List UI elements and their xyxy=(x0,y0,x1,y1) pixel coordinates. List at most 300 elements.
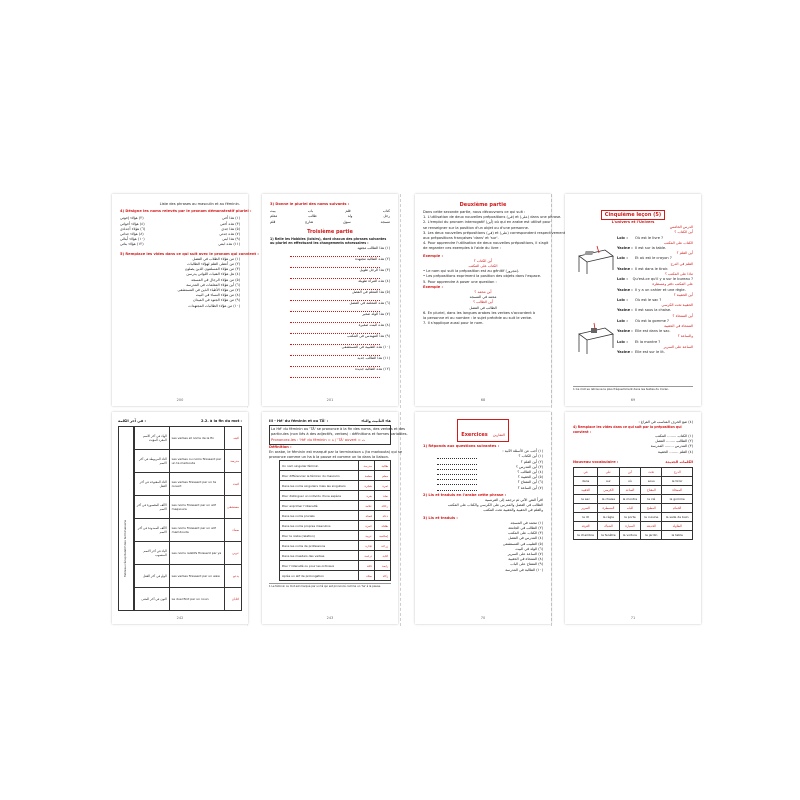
table-row xyxy=(280,511,391,521)
question-line: (١) أين الكتاب ؟ xyxy=(518,454,543,459)
table-row xyxy=(280,501,391,511)
table-row xyxy=(134,473,241,496)
vocab-cell: السرير xyxy=(574,504,598,513)
pair-left: (٧) هذه جدتي xyxy=(219,232,240,237)
page-243-intro xyxy=(269,425,408,445)
page-200-lines xyxy=(120,257,240,309)
table-cell: رابعة xyxy=(374,561,390,571)
dialog-speaker: Yacine : xyxy=(617,266,633,271)
text-line: 6. En pluriel, dans les langues arabes les verbes s'accordent à xyxy=(423,310,536,315)
example-line: الطالب في الفصل xyxy=(469,305,497,310)
dialog-arabic: الساعة على السرير xyxy=(663,344,693,349)
table-cell: شجرة xyxy=(359,481,375,491)
vocab-cell: الحمام xyxy=(662,504,693,513)
exercise-line: (٥) هذا المعلم في الفصل xyxy=(351,289,390,294)
pair-left: (٩) هذا ابني xyxy=(222,237,240,242)
table-cell: Pour différencier le féminin du masculin xyxy=(280,471,359,481)
plural-grid-cell: مسجد xyxy=(380,219,390,224)
vocab-row xyxy=(574,522,693,531)
spread-gutter-bottom-right xyxy=(551,412,552,626)
dialog-text: Où est le livre ? xyxy=(635,235,664,240)
table-row xyxy=(134,565,241,588)
page-71-vocab-title: Nouveau vocabulaire : xyxy=(573,459,619,464)
text-line: 3. Les deux nouvelles prépositions (في) et (على) correspondent respectivement xyxy=(423,230,566,235)
table-cell: قضاة xyxy=(359,511,375,521)
table-cell: كتابان xyxy=(225,588,242,611)
vocab-cell: où xyxy=(619,477,641,486)
pair-right: (٤) هؤلاء أخواتي xyxy=(120,221,145,226)
table-cell: Les noms finissent par un alif maqsoura xyxy=(169,496,224,519)
table-row xyxy=(134,427,241,450)
pair-right: (١٠) هؤلاء أبنائي xyxy=(120,237,145,242)
pair-right: (١٢) هؤلاء بناتي xyxy=(120,242,144,247)
dialog-arabic: ماذا على المكتب ؟ xyxy=(664,272,693,277)
table-row xyxy=(134,519,241,542)
pair-right: (٨) هؤلاء جداتي xyxy=(120,232,144,237)
vocab-cell: le jardin xyxy=(641,531,662,540)
dialog-text: Elle est dans le sac. xyxy=(635,329,671,334)
page-70-q3-lines xyxy=(423,521,543,573)
page-201-intro: 1) Relie les Hobbies (loisirs), dont chacun des phrases suivantes au pluriel en effectuant les changements nécessaires : xyxy=(270,236,387,246)
page-71-q4-ar: (٤) ضع الحرف المناسب في الفراغ : xyxy=(638,420,693,424)
vocab-cell: la table xyxy=(662,531,693,540)
plural-grid-cell: قلم xyxy=(345,209,351,214)
exercise-line: (٦) هذه المعلمة في الفصل xyxy=(349,300,390,305)
vocab-row xyxy=(574,513,693,522)
exercise-line: (٥) من هؤلاء الرجال في المسجد xyxy=(191,277,240,282)
page-242-side-label: Tableau récapitulatif des terminaisons xyxy=(123,520,127,578)
vocab-cell: sur xyxy=(598,477,620,486)
text-line: والقلم في الحقيبة والحقيبة تحت المكتب xyxy=(483,508,543,513)
table-cell: الياء في آخر الاسم المنسوب xyxy=(134,542,169,565)
vocab-cell: le sac xyxy=(574,495,598,504)
vocab-row xyxy=(574,477,693,486)
page-70-title-box xyxy=(457,419,508,442)
table-cell: Les verbes ou noms finissent par un ta marbouta xyxy=(169,450,224,473)
exercise-line: (٨) الممحاة في الحقيبة xyxy=(508,557,543,562)
spread-gutter-top-middle xyxy=(400,194,401,408)
vocab-cell: الحديقة xyxy=(641,522,662,531)
vocab-cell: الممحاة xyxy=(662,486,693,495)
vocab-row xyxy=(574,531,693,540)
vocab-cell: الدرج xyxy=(662,468,693,477)
page-number: 201 xyxy=(326,398,334,402)
table-cell: ثالثة xyxy=(359,561,375,571)
vocab-cell: la montre xyxy=(619,495,641,504)
page-70-title: Exercices xyxy=(461,432,488,438)
exercise-line: (٧) من هؤلاء الأطباء الذين في المستشفى xyxy=(177,288,240,293)
page-201-title: Troisième partie xyxy=(307,228,353,235)
plural-grid-cell: قلم xyxy=(270,219,276,224)
page-201 xyxy=(262,194,398,406)
dialog-speaker: Yacine : xyxy=(617,329,633,334)
dialog-text: Qu'est-ce qu'il y a sur le bureau ? xyxy=(632,277,693,282)
exercise-line: (١٢) هذه الطالبة جديدة xyxy=(355,366,390,371)
vocab-cell: la chambre xyxy=(574,531,598,540)
table-cell: صلاة xyxy=(359,571,375,581)
table-cell: إسلامية xyxy=(374,531,390,541)
page-70-q2: 2) Lis et traduis en l'arabe cette phrase : xyxy=(423,492,507,497)
vocab-row xyxy=(574,495,693,504)
example-line: أين الكتاب ؟ xyxy=(473,258,493,263)
vocab-cell: la règle xyxy=(598,513,620,522)
vocab-cell: الغرفة xyxy=(574,522,598,531)
page-70-q3: 3) Lis et traduis : xyxy=(423,515,458,520)
question-line: (٧) أين الساعة ؟ xyxy=(517,485,543,490)
table-cell: النون في آخر المثنى xyxy=(134,588,169,611)
dialog-speaker: Loïc : xyxy=(617,277,628,282)
table-cell: Pour distinguer un individu d'une espèce xyxy=(280,491,359,501)
dialog-speaker: Yacine : xyxy=(617,246,633,251)
page-68 xyxy=(415,194,566,406)
table-row xyxy=(280,571,391,581)
pair-left: (١١) هذه ابنتي xyxy=(218,242,240,247)
question-line: (٤) أين الطالب ؟ xyxy=(517,470,543,475)
vocab-cell: la salle de bain xyxy=(662,513,693,522)
table-cell: مدرسة xyxy=(225,450,242,473)
exercise-line: (٢) من أعطى القلم لهؤلاء الطالبات xyxy=(187,262,240,267)
table-cell: مدرسة xyxy=(359,461,375,471)
table-cell: كتبته xyxy=(225,427,242,450)
page-71-vocab-table xyxy=(573,467,693,540)
example-line: الكتاب على المكتب xyxy=(468,264,498,269)
pair-left: (٣) هذه أختي xyxy=(220,221,240,226)
plural-grid-cell: باب xyxy=(307,209,314,214)
exercise-line: (٢) الطالب في الجامعة xyxy=(508,526,543,531)
plural-grid-row xyxy=(270,220,390,225)
table-row xyxy=(280,481,391,491)
exercise-line: (١١) هذا الطالب جديد xyxy=(357,355,390,360)
table-cell: سماء xyxy=(225,519,242,542)
dialog-arabic: أين الممحاة ؟ xyxy=(672,313,693,318)
page-68-tail xyxy=(423,311,543,327)
table-cell: تجارة xyxy=(359,541,375,551)
table-cell: طالبة xyxy=(374,461,390,471)
page-68-example2-label: Exemple : xyxy=(423,284,443,289)
page-70-q2-text xyxy=(423,503,543,513)
page-242 xyxy=(112,412,248,624)
text-line: se renseigner sur la position d'un objet ou d'une personne. xyxy=(423,225,530,230)
text-line: particules (non liés à des adjectifs, verbes) : définitions et formes variables. xyxy=(271,432,408,437)
vocab-cell: la chaise xyxy=(598,495,620,504)
vocab-cell: le tiroir xyxy=(662,477,693,486)
text-line: 4. Pour apprendre l'utilisation de deux nouvelles prépositions, il s'agit xyxy=(423,241,549,246)
table-cell: التاء المربوطة في آخر الاسم xyxy=(134,450,169,473)
table-cell: الهاء في آخر الاسم المفرد المؤنث xyxy=(134,427,169,450)
table-cell: Dans les noms propres masculins xyxy=(280,521,359,531)
dialog-text: Il y a un cahier et une règle. xyxy=(635,287,686,292)
page-68-title: Deuxième partie xyxy=(459,202,507,208)
vocab-cell: على xyxy=(598,468,620,477)
dialog-speaker: Loïc : xyxy=(617,235,628,240)
dialog-speaker: Loïc : xyxy=(617,298,628,303)
table-cell: Pour la nisba (relation) xyxy=(280,531,359,541)
page-68-example2 xyxy=(423,290,543,311)
pair-row xyxy=(120,242,240,247)
page-242-table xyxy=(134,426,242,611)
table-cell: حمزة xyxy=(359,521,375,531)
dialog-text: Il est sur la table. xyxy=(635,246,667,251)
exercise-line: (٤) هل هؤلاء الفتيات اللواتي يدرسن xyxy=(186,272,240,277)
exercise-line: (٩) من هؤلاء الجنود في الميدان xyxy=(192,298,240,303)
table-cell: عربي xyxy=(225,542,242,565)
page-71 xyxy=(565,412,701,624)
vocab-cell: الكرسي xyxy=(598,486,620,495)
dialog-arabic: الحقيبة تحت الكرسي xyxy=(661,303,693,308)
table-row xyxy=(280,471,391,481)
vocab-cell: la cuisine xyxy=(641,513,662,522)
page-70-q2-ar: اقرأ النص الآتي ثم ترجمه إلى الفرنسية xyxy=(485,498,543,503)
exercise-line: (١) هذا الطالب مجتهد xyxy=(357,245,390,250)
vocab-cell: المفتاح xyxy=(641,486,662,495)
dialog-text: Et où est le crayon ? xyxy=(635,256,672,261)
page-70-q1-lines xyxy=(423,454,543,490)
page-69-dialog xyxy=(617,230,693,355)
vocab-cell: sous xyxy=(641,477,662,486)
dialog-arabic: الكتاب على المكتب xyxy=(663,240,693,245)
vocab-cell: الطاولة xyxy=(662,522,693,531)
page-200-pairs xyxy=(120,216,240,247)
table-cell: ثمرة xyxy=(374,481,390,491)
text-line: la personne et au nombre : le sujet précède ou suit le verbe. xyxy=(423,316,533,321)
desk-illustration-icon xyxy=(575,242,615,276)
exercise-line: (٦) الولد في البيت xyxy=(515,546,543,551)
page-200-intro: .Liste des phrases au masculin et au féminin xyxy=(159,202,240,206)
page-243-table xyxy=(279,460,391,581)
exercise-line: (١٠) من هؤلاء الطالبات المجتهدات xyxy=(188,303,240,308)
page-243-def xyxy=(269,450,403,460)
plural-grid-cell: كتاب xyxy=(382,209,390,214)
page-68-example xyxy=(423,259,543,269)
page-71-q4-lines xyxy=(573,434,693,455)
example-line: أين الطالب ؟ xyxy=(473,300,493,305)
pair-right: (٦) هؤلاء أجدادي xyxy=(120,226,146,231)
table-row xyxy=(280,531,391,541)
exercise-line: (٣) هذا الرجل طويل xyxy=(359,267,390,272)
page-69 xyxy=(565,194,701,406)
table-row xyxy=(134,450,241,473)
vocab-cell: أين xyxy=(619,468,641,477)
exercise-line: (٤) هذه المرأة طويلة xyxy=(358,278,390,283)
dialog-speaker: Loïc : xyxy=(617,318,628,323)
exercise-line: (٦) أين هؤلاء المعلمات في المدرسة xyxy=(186,282,240,287)
table-cell: Les verbes finissent par un ta ouvert xyxy=(169,473,224,496)
dialog-arabic: أين الكتاب ؟ xyxy=(674,230,693,235)
plural-grid-cell: شارع xyxy=(305,219,314,224)
table-row xyxy=(280,491,391,501)
table-row xyxy=(280,521,391,531)
exercise-line: (١٠) الطالبة في المدرسة xyxy=(505,567,543,572)
exercise-line: (٧) الساعة على السرير xyxy=(507,552,543,557)
plural-grid-cell: طالب xyxy=(308,214,317,219)
table-cell: دعاة xyxy=(374,511,390,521)
table-cell: Pour l'intensité ou pour les ordinaux xyxy=(280,561,359,571)
vocab-cell: في xyxy=(574,468,598,477)
vocab-cell: السيارة xyxy=(619,522,641,531)
table-row xyxy=(280,561,391,571)
vocab-cell: تحت xyxy=(641,468,662,477)
table-cell: Dans les noms pluriels xyxy=(280,511,359,521)
table-row xyxy=(134,542,241,565)
exercise-line: (٩) هذا المهندس في المكتب xyxy=(347,333,390,338)
table-cell: مستشفى xyxy=(225,496,242,519)
dialog-speaker: Yacine : xyxy=(617,350,633,355)
table-cell: Après un alif de prolongation xyxy=(280,571,359,581)
dialog-text: Et la montre ? xyxy=(635,339,661,344)
page-number: 200 xyxy=(176,398,184,402)
vocab-cell: الباب xyxy=(619,504,641,513)
spread-gutter-bottom-middle xyxy=(400,412,401,626)
table-cell: Le duel finit par un noun xyxy=(169,588,224,611)
vocab-cell: la gomme xyxy=(662,495,693,504)
exercise-line: (٣) الكتاب على المكتب xyxy=(508,531,543,536)
page-243-title-ar: هاء التأنيث والتاء xyxy=(361,419,391,423)
page-201-list xyxy=(270,246,390,378)
exercise-line: (٧) هذا الولد صغير xyxy=(362,311,390,316)
table-cell: معلم xyxy=(374,471,390,481)
page-69-footnote: 1 Ce mot se retrouve le plus fréquemment dans les textes du Coran. xyxy=(573,386,693,392)
table-cell: Les verbes et noms de la fin xyxy=(169,427,224,450)
dialog-arabic: أين القلم ؟ xyxy=(676,251,693,256)
vocab-cell: الشباك xyxy=(598,522,620,531)
table-cell: الألف المقصورة في آخر الاسم xyxy=(134,496,169,519)
text-line: prononce comme un ha à la pause et comme un ta dans la liaison. xyxy=(269,455,390,460)
exercise-line: (٤) المدرس في الفصل xyxy=(508,536,543,541)
page-200-heading-4: 4) Désigne les noms relevés par le pronom démonstratif pluriel : xyxy=(120,209,252,214)
page-201-heading: 3) Donne le pluriel des noms suivants : xyxy=(270,202,350,206)
dialog-arabic: القلم في الدرج xyxy=(670,261,693,266)
exercise-line: (٨) من هؤلاء النساء في البيت xyxy=(195,293,240,298)
answer-blank[interactable] xyxy=(437,486,477,491)
table-cell: عربية xyxy=(359,531,375,541)
table-cell: طلحة xyxy=(374,521,390,531)
text-line: 2. L'emploi du pronom interrogatif (أين) où qui en arabe est utilisé pour xyxy=(423,220,551,225)
table-cell: Les noms finissent par un alif mamdouda xyxy=(169,519,224,542)
table-row xyxy=(280,541,391,551)
page-68-example-label: Exemple : xyxy=(423,253,443,258)
text-line: Dans cette seconde partie, nous découvrons ce qui suit : xyxy=(423,210,526,214)
table-cell: Pour exprimer l'intensité xyxy=(280,501,359,511)
table-cell: Les verbes finissent par un waw xyxy=(169,565,224,588)
dialog-arabic: والساعة ؟ xyxy=(677,334,693,339)
table-cell: الواو في آخر الفعل xyxy=(134,565,169,588)
exercise-line: (٤) القلم ........ الحقيبة xyxy=(657,449,693,454)
page-200-heading-5: 5) Remplace les vides dans ce qui suit avec le pronom qui convient : xyxy=(120,251,259,256)
exercise-line: (٩) المفتاح على الباب xyxy=(510,562,543,567)
page-201-plural-grid xyxy=(270,209,390,225)
text-line: La Hé' du féminin ou 'TÂ' se prononce à la fin des noms, des verbes et des xyxy=(271,427,406,432)
table-cell: بقرة xyxy=(359,491,375,501)
answer-underline xyxy=(290,372,380,378)
dialog-speaker: Loïc : xyxy=(617,256,628,261)
table-cell: Un nom singulier féminin xyxy=(280,461,359,471)
spread-gutter-top-right xyxy=(551,194,552,408)
table-cell: زكاة xyxy=(374,571,390,581)
table-cell: رحالة xyxy=(374,501,390,511)
vocab-cell: الحقيبة xyxy=(574,486,598,495)
table-cell: يدعو xyxy=(225,565,242,588)
pair-left: (٥) هذا جدي xyxy=(221,226,240,231)
exercise-line: (٢) الطالب ........ الفصل xyxy=(655,439,693,444)
dialog-text: Il est sous la chaise. xyxy=(635,308,672,313)
page-69-subtitle: L'univers et l'Univers xyxy=(611,220,655,224)
example-line: محمد في المسجد xyxy=(469,295,497,300)
exercise-line: (١) محمد في المسجد xyxy=(510,520,543,525)
dialog-arabic: الممحاة في الحقيبة xyxy=(664,324,693,329)
vocab-cell: المسطرة xyxy=(598,504,620,513)
page-71-vocab-ar: الكلمات الجديدة xyxy=(665,459,693,464)
plural-grid-cell: بيت xyxy=(270,209,276,214)
text-line: En arabe, le féminin est marqué par la terminaison ة (ta marbouta) qui se xyxy=(269,450,403,455)
text-line: الطالب في الفصل والمدرس على الكرسي والكتاب على المكتب xyxy=(447,503,543,508)
text-line: • Les prépositions expriment la position des objets dans l'espace. xyxy=(423,274,542,279)
dialog-arabic: أين الحقيبة ؟ xyxy=(673,292,693,297)
text-line: de regarder ces exemples à l'aide du livre : xyxy=(423,246,501,251)
page-243-def-label: Définition : xyxy=(269,444,292,449)
question-line: (٦) أين المفتاح ؟ xyxy=(517,480,543,485)
page-200 xyxy=(112,194,259,406)
table-cell: كتابة xyxy=(374,551,390,561)
vocab-cell: الساعة xyxy=(619,486,641,495)
page-68-lines xyxy=(423,210,566,252)
plural-grid-cell: معلم xyxy=(270,214,278,219)
exercise-line: (٨) هذه البنت صغيرة xyxy=(358,322,390,327)
pair-left: (١) هذا أخي xyxy=(221,216,240,221)
exercise-line: (٥) الطبيب في المستشفى xyxy=(502,541,543,546)
answer-row xyxy=(423,486,543,491)
vocab-row xyxy=(574,504,693,513)
question-line: (٥) أين الحقيبة ؟ xyxy=(517,475,543,480)
dialog-text: Où est la gomme ? xyxy=(635,318,669,323)
table-row xyxy=(134,496,241,519)
text-line: aux prépositions françaises 'dans' et 'sur'. xyxy=(423,236,499,241)
table-cell: الألف الممدودة في آخر الاسم xyxy=(134,519,169,542)
vocab-row xyxy=(574,468,693,477)
page-70 xyxy=(415,412,551,624)
exercise-line: (١) الكتاب ........ المكتب xyxy=(655,434,693,439)
question-line: (٣) أين المدرس ؟ xyxy=(516,464,543,469)
vocab-cell: dans xyxy=(574,477,598,486)
table-cell: معلمة xyxy=(359,471,375,481)
page-70-q1-ar: (١) أجب عن الأسئلة الآتية : xyxy=(502,449,543,454)
page-number: 68 xyxy=(480,398,486,402)
page-243-footnote: 1 Le féminin ce mot est marqué par un tâ qui est prononcé comme un 'ha' à la pause. xyxy=(269,583,391,589)
plural-grid-cell: سوق xyxy=(343,219,351,224)
page-70-title-ar: التمارين xyxy=(492,433,505,437)
table-cell: Dans les noms de professions xyxy=(280,541,359,551)
table-cell: زراعة xyxy=(374,541,390,551)
exercise-line: (٣) من هؤلاء المسلمون الذين يصلون xyxy=(184,267,240,272)
table-cell: Les noms relatifs finissent par ya xyxy=(169,542,224,565)
dialog-text: Il est dans le tiroir. xyxy=(635,266,669,271)
table-illustration-icon xyxy=(575,322,615,356)
table-cell: Dans les noms singuliers mais les singuliers xyxy=(280,481,359,491)
exercise-line: (٣) المدرس ........ المدرسة xyxy=(650,444,693,449)
pair-right: (٢) هؤلاء إخوتي xyxy=(120,216,144,221)
text-line: • Le nom qui suit la préposition est au génitif (مجرور). xyxy=(423,269,520,274)
text-line: 1. L'utilisation de deux nouvelles prépositions (في) et (على) dans une phrase. xyxy=(423,215,562,220)
page-number: 242 xyxy=(176,616,184,620)
vocab-row xyxy=(574,486,693,495)
page-number: 69 xyxy=(630,398,636,402)
text-line: 7. Il s'applique aussi pour le nom. xyxy=(423,321,484,326)
exercise-line: (٢) هذه الطالبة مجتهدة xyxy=(355,256,390,261)
page-242-title: 2.2. à la fin du mot : xyxy=(200,419,242,423)
exercise-line: (١) من هؤلاء الطلاب في الفصل xyxy=(192,256,240,261)
table-cell: Dans les masdars des verbes xyxy=(280,551,359,561)
vocab-cell: la voiture xyxy=(619,531,641,540)
table-cell: التاء المفتوحة في آخر الفعل xyxy=(134,473,169,496)
